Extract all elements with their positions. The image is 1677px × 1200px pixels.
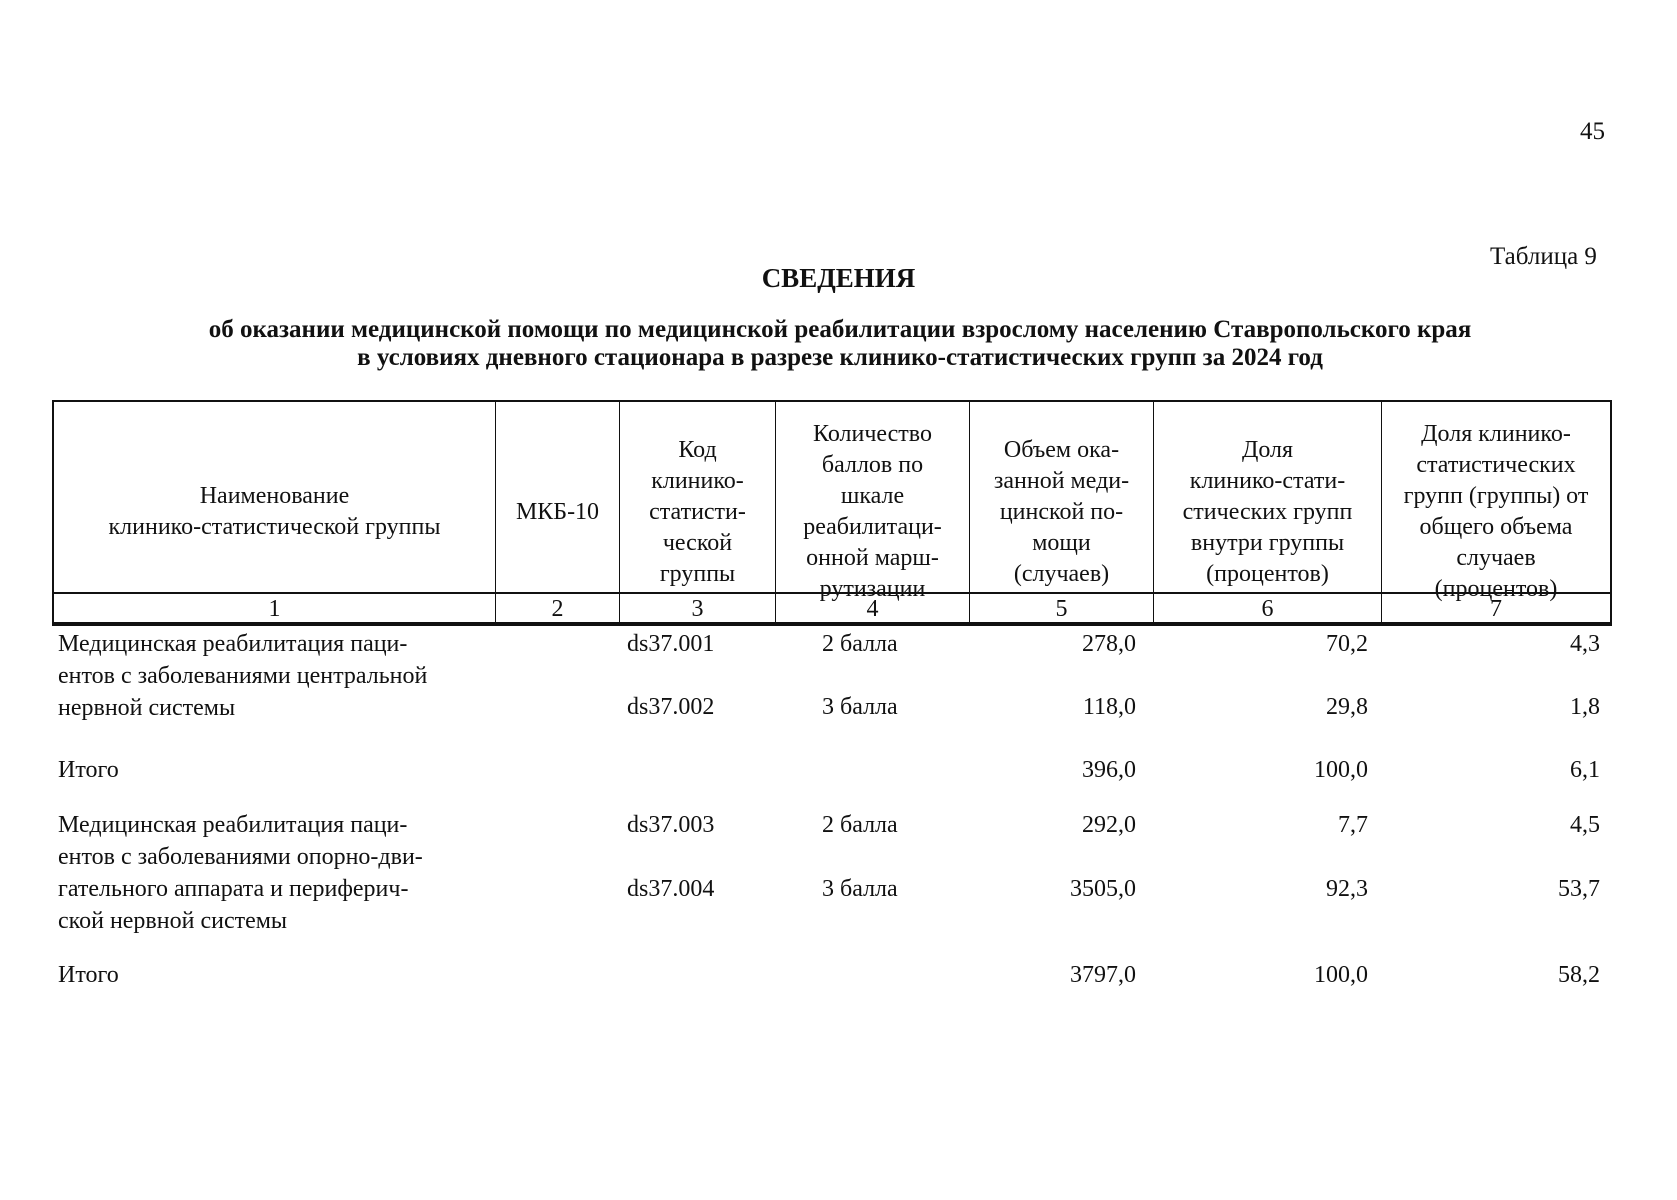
total-label: Итого [58,962,119,988]
group-name: Медицинская реабилитация паци- ентов с заболеваниями центральной нервной системы [58,631,428,721]
share-total-value: 4,5 [1570,812,1600,838]
total-share-total: 58,2 [1558,962,1600,988]
header-share-in-group: Доля клинико-стати- стических групп внутри группы (процентов) [1154,402,1382,622]
score-value: 2 балла [822,812,898,838]
column-number: 1 [54,594,496,624]
group-name: Медицинская реабилитация паци- ентов с заболеваниями опорно-дви- гательного аппарата и периферич- ской нервной системы [58,812,423,934]
share-total-value: 4,3 [1570,631,1600,657]
ksg-code: ds37.001 [627,631,715,657]
column-number: 2 [496,594,620,624]
total-share-total: 6,1 [1570,757,1600,783]
document-title: СВЕДЕНИЯ [761,263,916,293]
volume-value: 118,0 [1082,694,1136,720]
total-label: Итого [58,757,119,783]
header-ksg-code: Код клинико- статисти- ческой группы [620,402,776,622]
score-value: 3 балла [822,694,898,720]
column-number: 4 [776,594,970,624]
share-in-group-value: 92,3 [1326,876,1368,902]
total-volume: 396,0 [1082,757,1136,783]
column-number: 6 [1154,594,1382,624]
column-number: 7 [1490,595,1502,622]
total-share-in-group: 100,0 [1314,962,1368,988]
score-value: 3 балла [822,876,898,902]
table-label: Таблица 9 [1490,243,1597,270]
column-numbers-row [52,592,1612,626]
share-total-value: 53,7 [1558,876,1600,902]
total-share-in-group: 100,0 [1314,757,1368,783]
header-share-total: Доля клинико- статистических групп (группы) от общего объема случаев (процентов) [1403,421,1589,602]
score-value: 2 балла [822,631,898,657]
header-group-name: Наименование клинико-статистической группы [54,402,496,622]
volume-value: 3505,0 [1070,876,1136,902]
subtitle-line-1: об оказании медицинской помощи по медицинской реабилитации взрослому населению Ставропольского края [208,316,1472,343]
volume-value: 292,0 [1082,812,1136,838]
ksg-code: ds37.004 [627,876,715,902]
ksg-code: ds37.003 [627,812,715,838]
table-header [52,400,1612,624]
header-mkb10: МКБ-10 [496,402,620,622]
page-number: 45 [1580,118,1605,145]
subtitle-line-2: в условиях дневного стационара в разрезе клинико-статистических групп за 2024 год [357,344,1323,371]
volume-value: 278,0 [1082,631,1136,657]
share-total-value: 1,8 [1570,694,1600,720]
share-in-group-value: 7,7 [1338,812,1368,838]
header-volume: Объем ока- занной меди- цинской по- мощи (случаев) [970,402,1154,622]
share-in-group-value: 70,2 [1326,631,1368,657]
column-number: 5 [970,594,1154,624]
column-number: 3 [620,594,776,624]
share-in-group-value: 29,8 [1326,694,1368,720]
total-volume: 3797,0 [1070,962,1136,988]
ksg-code: ds37.002 [627,694,715,720]
header-score: Количество баллов по шкале реабилитаци- онной марш- рутизации [776,402,970,622]
document-subtitle [170,316,1510,372]
